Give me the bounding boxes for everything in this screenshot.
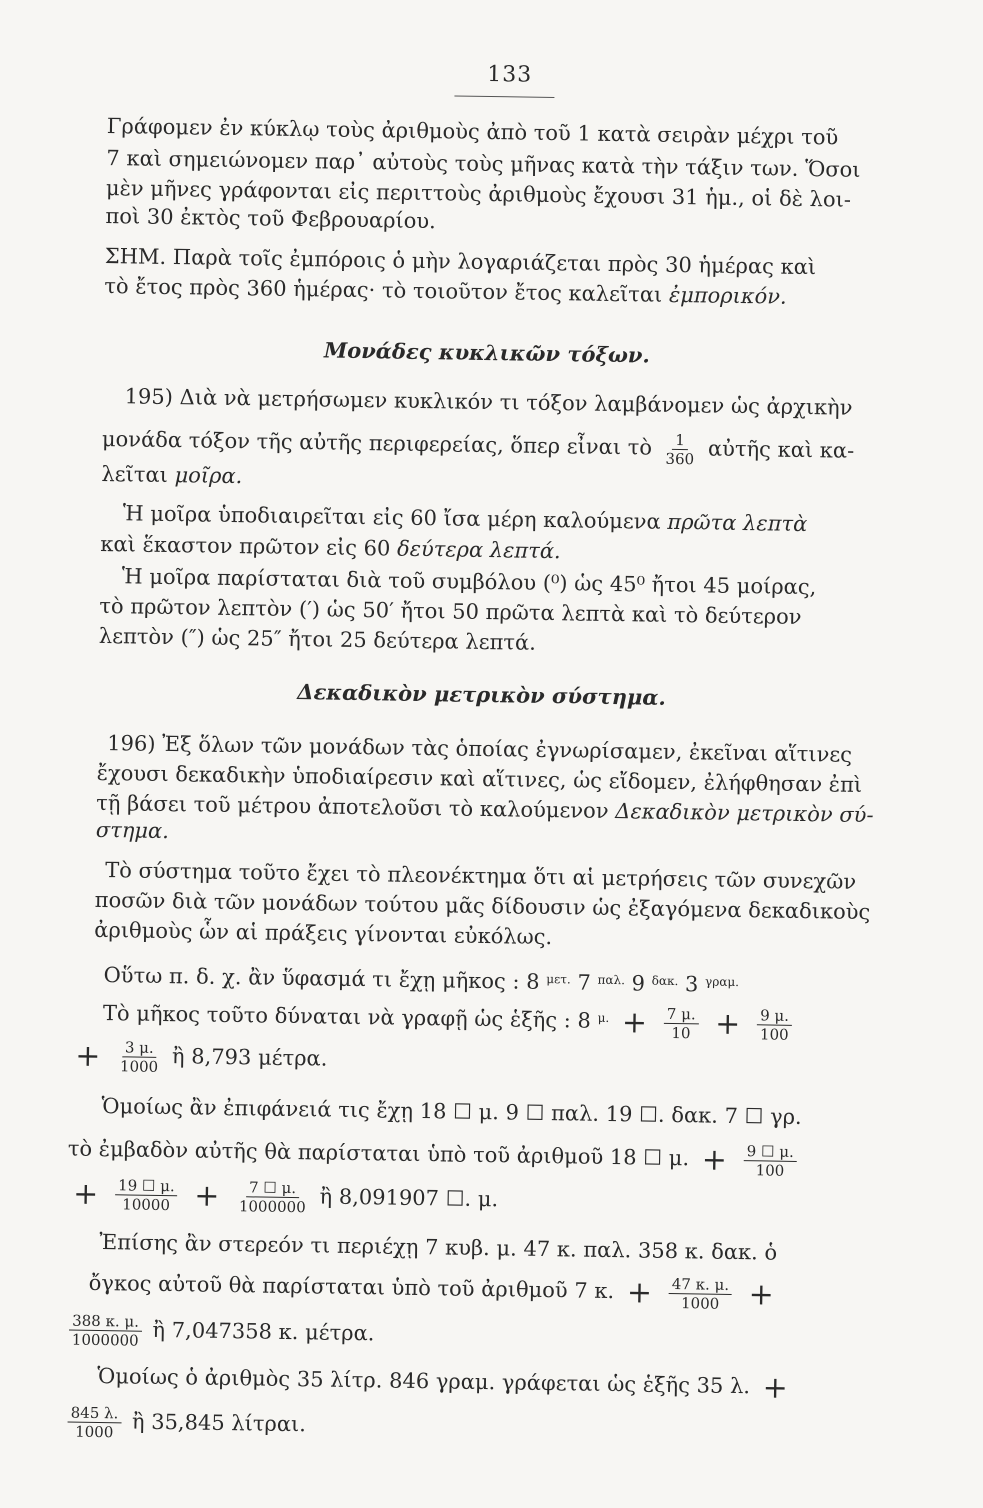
unit-label: μετ. [546, 971, 571, 987]
fraction-numerator: 47 κ. μ. [669, 1275, 733, 1295]
italic-term: πρῶτα λεπτὰ [667, 509, 808, 537]
text-segment: Ὁμοίως ὁ ἀριθμὸς 35 λίτρ. 846 γραμ. γράφεται ὡς ἑξῆς 35 λ. [97, 1363, 751, 1399]
fraction [757, 1006, 792, 1044]
plus-sign: + [626, 1274, 653, 1311]
plus-sign: + [72, 1176, 99, 1212]
number: 7 [577, 970, 591, 995]
plus-sign: + [193, 1177, 220, 1214]
text-line: Ἡ μοῖρα παρίσταται διὰ τοῦ συμβόλου (⁰) ὡς 45⁰ ἤτοι 45 μοίρας, [121, 564, 817, 600]
text-segment: Οὕτω π. δ. χ. ἂν ὕφασμά τι ἔχῃ μῆκος : 8 [103, 963, 540, 994]
fraction-numerator: 7 ☐ μ. [246, 1178, 299, 1198]
text-segment: τὸ ἐμβαδὸν αὐτῆς θὰ παρίσταται ὑπὸ τοῦ ἀριθμοῦ 18 ☐ μ. [67, 1136, 690, 1171]
text-line: 196) Ἐξ ὅλων τῶν μονάδων τὰς ὁποίας ἐγνωρίσαμεν, ἐκεῖναι αἵτινες [107, 731, 853, 767]
text-segment: ἢ 35,845 λίτραι. [131, 1409, 307, 1437]
text-segment: ὄγκος αὐτοῦ θὰ παρίσταται ὑπὸ τοῦ ἀριθμοῦ 7 κ. [88, 1270, 615, 1304]
text-line: ἀριθμοὺς ὧν αἱ πράξεις γίνονται εὐκόλως. [94, 917, 553, 950]
text-line [68, 1132, 868, 1182]
fraction-numerator: 388 κ. μ. [69, 1312, 142, 1332]
italic-term: δεύτερα λεπτά. [396, 536, 561, 564]
text-line: τὸ πρῶτον λεπτὸν (′) ὡς 50′ ἤτοι 50 πρῶτα λεπτὰ καὶ τὸ δεύτερον [99, 593, 802, 629]
fraction-denominator: 1000 [680, 1294, 720, 1313]
text-line: 195) Διὰ νὰ μετρήσωμεν κυκλικόν τι τόξον λαμβάνομεν ὡς ἀρχικὴν [124, 384, 853, 420]
section-heading: Δεκαδικὸν μετρικὸν σύστημα. [297, 679, 666, 710]
fraction-numerator: 19 ☐ μ. [115, 1176, 178, 1196]
text-segment: Τὸ μῆκος τοῦτο δύναται νὰ γραφῇ ὡς ἑξῆς : 8 [102, 1001, 592, 1033]
text-line: Ἐπίσης ἂν στερεόν τι περιέχῃ 7 κυβ. μ. 47 κ. παλ. 358 κ. δακ. ὁ [99, 1230, 778, 1265]
fraction-denominator: 1000000 [71, 1330, 139, 1350]
italic-term: μοῖρα. [174, 463, 243, 489]
unit-label: γραμ. [704, 974, 740, 990]
fraction [115, 1176, 178, 1214]
text-segment: ἢ 8,793 μέτρα. [171, 1044, 328, 1071]
text-line [103, 958, 903, 1002]
fraction [236, 1178, 309, 1216]
fraction [668, 1275, 732, 1313]
unit-label: μ. [597, 1010, 610, 1025]
text-line [103, 996, 903, 1046]
plus-sign: + [762, 1369, 789, 1406]
fraction-numerator: 3 μ. [122, 1038, 157, 1058]
number: 9 [631, 971, 646, 996]
fraction-denominator: 10 [671, 1023, 691, 1043]
fraction-denominator: 1000000 [238, 1197, 306, 1217]
header-rule [454, 95, 554, 98]
unit-label: παλ. [597, 972, 626, 988]
section-heading: Μονάδες κυκλικῶν τόξων. [323, 337, 651, 368]
fraction-denominator: 100 [759, 1025, 789, 1044]
text-line: Γράφομεν ἐν κύκλῳ τοὺς ἀριθμοὺς ἀπὸ τοῦ 1 κατὰ σειρὰν μέχρι τοῦ [106, 113, 839, 150]
text-line [69, 1038, 869, 1088]
fraction [69, 1312, 142, 1350]
text-line: ποσῶν διὰ τῶν μονάδων τούτου μᾶς δίδουσιν ὡς ἐξαγόμενα δεκαδικοὺς [94, 887, 871, 925]
fraction [67, 1404, 121, 1442]
italic-term: στημα. [95, 817, 170, 844]
text-line [97, 1362, 897, 1406]
fraction-denominator: 1000 [75, 1422, 114, 1442]
text-line: λεπτὸν (″) ὡς 25″ ἤτοι 25 δεύτερα λεπτά. [98, 623, 537, 655]
text-segment: αὐτῆς καὶ κα- [707, 436, 855, 463]
plus-sign: + [75, 1038, 101, 1074]
fraction [662, 431, 697, 469]
text-line: ποὶ 30 ἐκτὸς τοῦ Φεβρουαρίου. [105, 203, 437, 234]
fraction [117, 1038, 162, 1076]
text-line: 7 καὶ σημειώνομεν παρ᾿ αὐτοὺς τοὺς μῆνας κατὰ τὴν τάξιν των. Ὅσοι [106, 145, 861, 182]
note-line: ΣΗΜ. Παρὰ τοῖς ἐμπόροις ὁ μὴν λογαριάζεται πρὸς 30 ἡμέρας καὶ [104, 243, 817, 280]
text-segment: λεῖται [101, 461, 169, 487]
fraction-denominator: 360 [665, 449, 695, 469]
text-segment: ἢ 7,047358 κ. μέτρα. [152, 1317, 375, 1346]
fraction-numerator: 9 ☐ μ. [744, 1142, 797, 1162]
note-text: τὸ ἔτος πρὸς 360 ἡμέρας· τὸ τοιοῦτον ἔτος καλεῖται [104, 273, 663, 307]
text-segment: ἢ 8,091907 ☐. μ. [319, 1184, 499, 1212]
fraction-numerator: 1 [672, 431, 688, 450]
text-segment: τῇ βάσει τοῦ μέτρου ἀποτελοῦσι τὸ καλούμενον [96, 790, 609, 823]
text-segment: μονάδα τόξον τῆς αὐτῆς περιφερείας, ὅπερ εἶναι τὸ [101, 426, 653, 460]
text-segment: καὶ ἕκαστον πρῶτον εἰς 60 [100, 531, 391, 561]
fraction-numerator: 7 μ. [664, 1005, 699, 1025]
text-line: μὲν μῆνες γράφονται εἰς περιττοὺς ἀριθμοὺς ἔχουσι 31 ἡμ., οἱ δὲ λοι- [105, 175, 852, 212]
fraction [663, 1005, 698, 1043]
page-number: 133 [487, 61, 533, 88]
text-line: ἔχουσι δεκαδικὴν ὑποδιαίρεσιν καὶ αἵτινες, ὡς εἴδομεν, ἐλήφθησαν ἐπὶ [96, 760, 863, 797]
fraction-numerator: 9 μ. [757, 1006, 792, 1026]
text-line [88, 1266, 888, 1316]
plus-sign: + [714, 1006, 741, 1042]
fraction-denominator: 100 [755, 1161, 785, 1180]
fraction [743, 1142, 797, 1180]
unit-label: δακ. [651, 973, 679, 989]
number: 3 [684, 972, 699, 997]
note-italic-term: ἐμπορικόν. [668, 282, 787, 309]
text-line [63, 1403, 863, 1453]
fraction-denominator: 1000 [119, 1057, 159, 1076]
text-line [67, 1176, 867, 1226]
italic-term: Δεκαδικὸν μετρικὸν σύ- [615, 799, 874, 828]
text-line: Τὸ σύστημα τοῦτο ἔχει τὸ πλεονέκτημα ὅτι αἱ μετρήσεις τῶν συνεχῶν [105, 858, 857, 894]
text-line [65, 1311, 865, 1361]
plus-sign: + [701, 1141, 728, 1178]
text-line: Ὁμοίως ἂν ἐπιφάνειά τις ἔχῃ 18 ☐ μ. 9 ☐ παλ. 19 ☐. δακ. 7 ☐ γρ. [101, 1094, 802, 1130]
fraction-denominator: 10000 [122, 1195, 171, 1215]
plus-sign: + [621, 1004, 648, 1041]
plus-sign: + [748, 1276, 775, 1313]
text-segment: Ἡ μοῖρα ὑποδιαιρεῖται εἰς 60 ἴσα μέρη καλούμενα [122, 501, 661, 534]
fraction-numerator: 845 λ. [68, 1404, 122, 1424]
